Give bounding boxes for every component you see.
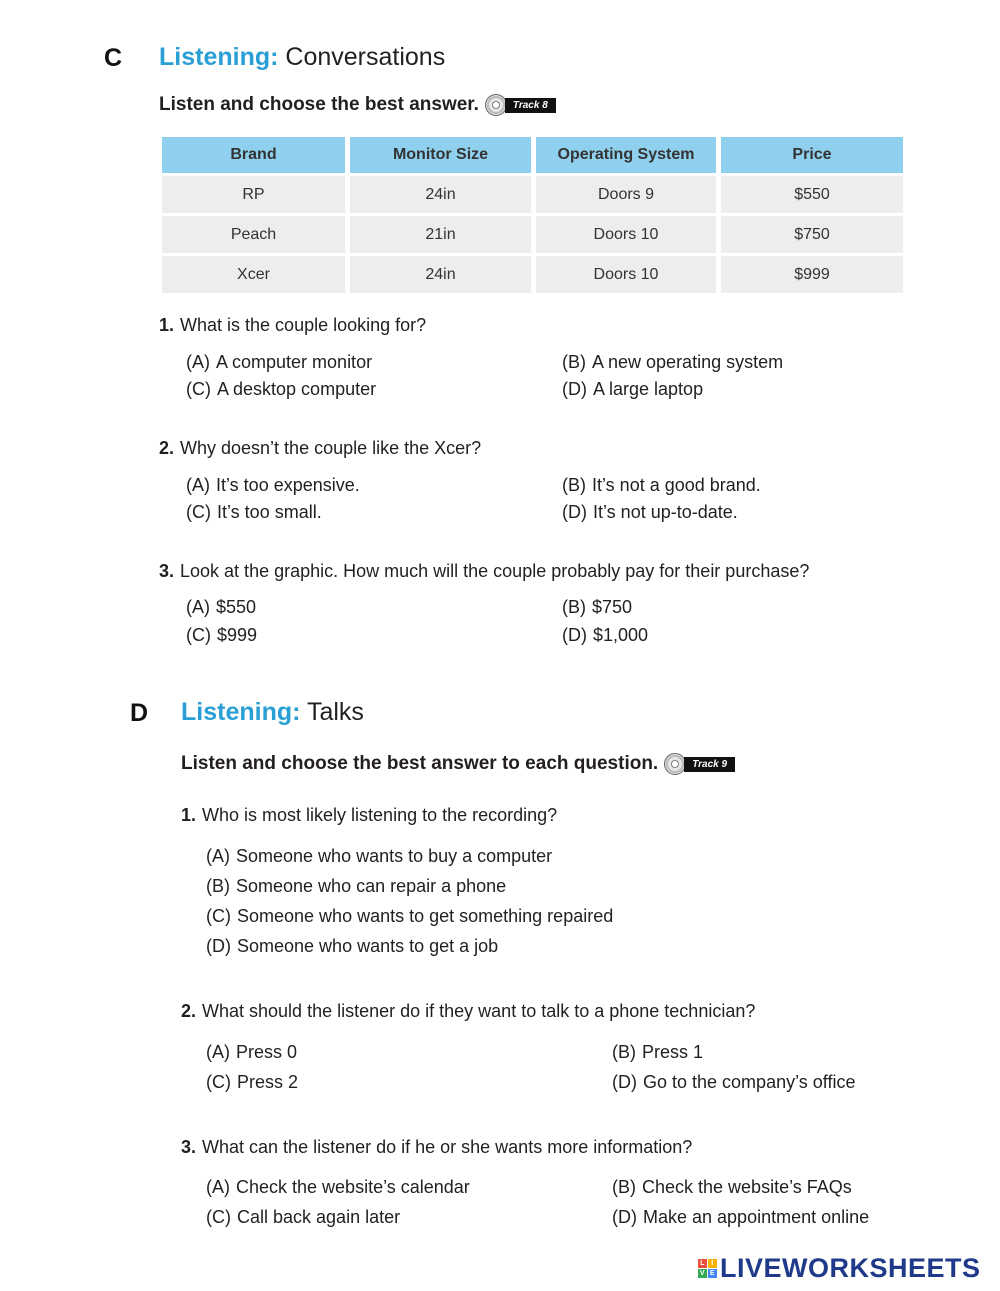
table-row <box>162 176 903 213</box>
question-text: Why doesn’t the couple like the Xcer? <box>180 438 482 458</box>
section-c-instruction-text: Listen and choose the best answer. <box>159 94 479 115</box>
answer-option[interactable] <box>206 1042 297 1063</box>
option-label: (B) <box>612 1042 636 1062</box>
section-c-letter: C <box>104 44 123 72</box>
section-d-title <box>181 698 364 727</box>
section-c-title <box>159 43 445 72</box>
answer-option[interactable] <box>206 876 506 897</box>
table-cell: 24in <box>350 256 531 293</box>
option-text: $999 <box>217 625 258 645</box>
computer-comparison-table <box>157 134 908 296</box>
answer-option[interactable] <box>562 379 703 400</box>
table-cell: 21in <box>350 216 531 253</box>
logo-grid-icon <box>698 1259 717 1278</box>
answer-option[interactable] <box>186 475 360 496</box>
logo-grid-cell: I <box>708 1259 717 1268</box>
section-c-title-rest: Conversations <box>285 43 446 71</box>
answer-option[interactable] <box>186 352 372 373</box>
option-text: A desktop computer <box>217 379 377 399</box>
section-d-question-1 <box>181 805 557 826</box>
table-cell: $999 <box>721 256 903 293</box>
answer-option[interactable] <box>206 906 613 927</box>
question-number: 3. <box>159 561 175 581</box>
section-d-question-3 <box>181 1137 692 1158</box>
option-text: It’s too expensive. <box>216 475 360 495</box>
option-label: (C) <box>206 906 231 926</box>
option-text: A large laptop <box>593 379 704 399</box>
table-row <box>162 216 903 253</box>
section-d-title-rest: Talks <box>306 698 364 726</box>
question-text: Look at the graphic. How much will the couple probably pay for their purchase? <box>180 561 810 581</box>
table-cell: Peach <box>162 216 345 253</box>
table-header-cell: Operating System <box>536 137 716 173</box>
track-9-badge[interactable]: Track 9 <box>684 757 735 772</box>
table-cell: Xcer <box>162 256 345 293</box>
table-cell: $550 <box>721 176 903 213</box>
table-cell: Doors 9 <box>536 176 716 213</box>
table-header-row <box>162 137 903 173</box>
answer-option[interactable] <box>186 379 376 400</box>
table-header-cell: Monitor Size <box>350 137 531 173</box>
answer-option[interactable] <box>206 1207 400 1228</box>
section-d-question-2 <box>181 1001 755 1022</box>
option-label: (D) <box>562 625 587 645</box>
answer-option[interactable] <box>186 625 257 646</box>
logo-text: LIVEWORKSHEETS <box>720 1253 981 1283</box>
option-label: (C) <box>206 1207 231 1227</box>
option-text: Someone who can repair a phone <box>236 876 507 896</box>
option-label: (B) <box>206 876 230 896</box>
option-label: (C) <box>186 502 211 522</box>
section-c-question-1 <box>159 315 426 336</box>
section-d-instruction-text: Listen and choose the best answer to each question. <box>181 753 659 774</box>
option-text: Make an appointment online <box>643 1207 870 1227</box>
answer-option[interactable] <box>612 1207 869 1228</box>
option-text: A new operating system <box>592 352 784 372</box>
option-text: $750 <box>592 597 633 617</box>
question-number: 3. <box>181 1137 197 1157</box>
option-label: (D) <box>562 379 587 399</box>
question-number: 1. <box>181 805 197 825</box>
question-number: 2. <box>181 1001 197 1021</box>
option-text: Someone who wants to buy a computer <box>236 846 553 866</box>
option-text: Someone who wants to get something repaired <box>237 906 614 926</box>
section-d-instruction <box>181 753 735 775</box>
answer-option[interactable] <box>562 475 761 496</box>
option-label: (A) <box>206 1042 230 1062</box>
logo-grid-cell: L <box>698 1259 707 1268</box>
answer-option[interactable] <box>562 502 738 523</box>
cd-icon <box>485 94 507 116</box>
table-cell: RP <box>162 176 345 213</box>
option-label: (D) <box>562 502 587 522</box>
option-text: Someone who wants to get a job <box>237 936 499 956</box>
answer-option[interactable] <box>206 1177 470 1198</box>
option-label: (C) <box>186 379 211 399</box>
option-label: (A) <box>186 475 210 495</box>
cd-icon <box>664 753 686 775</box>
question-text: Who is most likely listening to the recording? <box>202 805 558 825</box>
option-text: It’s not up-to-date. <box>593 502 738 522</box>
option-label: (A) <box>186 352 210 372</box>
question-number: 2. <box>159 438 175 458</box>
option-text: Check the website’s FAQs <box>642 1177 852 1197</box>
answer-option[interactable] <box>206 936 498 957</box>
table-header-cell: Brand <box>162 137 345 173</box>
track-8-badge[interactable]: Track 8 <box>505 98 556 113</box>
section-d-title-keyword: Listening: <box>181 698 301 726</box>
option-text: Press 1 <box>642 1042 704 1062</box>
section-c-title-keyword: Listening: <box>159 43 279 71</box>
option-text: Call back again later <box>237 1207 401 1227</box>
answer-option[interactable] <box>206 846 552 867</box>
option-label: (B) <box>562 597 586 617</box>
option-label: (A) <box>186 597 210 617</box>
option-label: (A) <box>206 1177 230 1197</box>
option-label: (D) <box>612 1072 637 1092</box>
option-label: (C) <box>206 1072 231 1092</box>
option-text: A computer monitor <box>216 352 373 372</box>
logo-grid-cell: E <box>709 1270 716 1277</box>
option-text: $550 <box>216 597 257 617</box>
table-header-cell: Price <box>721 137 903 173</box>
question-text: What can the listener do if he or she wants more information? <box>202 1137 693 1157</box>
option-label: (D) <box>612 1207 637 1227</box>
answer-option[interactable] <box>612 1177 852 1198</box>
option-label: (C) <box>186 625 211 645</box>
answer-option[interactable] <box>562 625 648 646</box>
question-number: 1. <box>159 315 175 335</box>
answer-option[interactable] <box>186 597 256 618</box>
liveworksheets-logo[interactable] <box>698 1253 981 1284</box>
section-c-question-2 <box>159 438 481 459</box>
answer-option[interactable] <box>562 597 632 618</box>
option-text: $1,000 <box>593 625 649 645</box>
table-cell: Doors 10 <box>536 216 716 253</box>
option-label: (B) <box>612 1177 636 1197</box>
section-d-letter: D <box>130 699 149 727</box>
table-cell: $750 <box>721 216 903 253</box>
section-c-instruction <box>159 94 556 116</box>
option-text: Press 2 <box>237 1072 299 1092</box>
option-text: Press 0 <box>236 1042 298 1062</box>
option-label: (A) <box>206 846 230 866</box>
answer-option[interactable] <box>206 1072 298 1093</box>
option-label: (D) <box>206 936 231 956</box>
option-text: Go to the company’s office <box>643 1072 856 1092</box>
table-cell: 24in <box>350 176 531 213</box>
section-c-question-3 <box>159 561 809 582</box>
table-row <box>162 256 903 293</box>
question-text: What should the listener do if they want to talk to a phone technician? <box>202 1001 756 1021</box>
answer-option[interactable] <box>562 352 783 373</box>
option-label: (B) <box>562 352 586 372</box>
option-text: It’s too small. <box>217 502 322 522</box>
logo-grid-cell: V <box>699 1270 706 1277</box>
answer-option[interactable] <box>612 1072 855 1093</box>
table-cell: Doors 10 <box>536 256 716 293</box>
option-text: It’s not a good brand. <box>592 475 761 495</box>
answer-option[interactable] <box>612 1042 703 1063</box>
option-label: (B) <box>562 475 586 495</box>
option-text: Check the website’s calendar <box>236 1177 470 1197</box>
answer-option[interactable] <box>186 502 322 523</box>
question-text: What is the couple looking for? <box>180 315 427 335</box>
